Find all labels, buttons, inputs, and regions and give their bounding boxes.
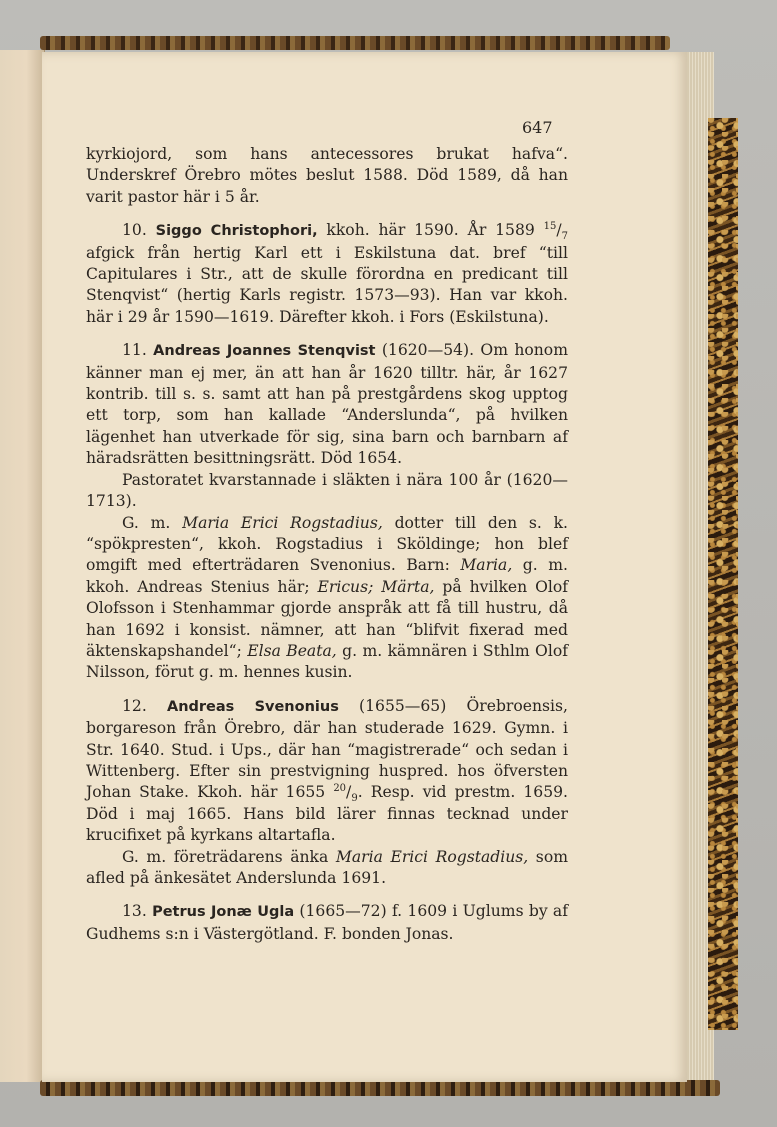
page-body (86, 144, 568, 945)
page-number: 647 (522, 118, 553, 137)
left-page-edge (0, 50, 45, 1082)
entry-11: 11. Andreas Joannes Stenqvist (1620—54). Om honom känner man ej mer, än att han år 1620 tilltr. här, år 1627 kontrib. till s. s. samt att han på prestgårdens skog upptog ett torp, som han kallade “Anderslunda“, på hvilken lägenhet han utverkade för sig, sina barn och barnbarn af häradsrätten besittningsrätt. Död 1654. (86, 341, 568, 468)
entry-12: 12. Andreas Svenonius (1655—65) Örebroensis, borgareson från Örebro, där han studerade 1629. Gymn. i Str. 1640. Stud. i Ups., där han “magistrerade“ och sedan i Wittenberg. Efter sin prestvigning huspred. hos öfversten Johan Stake. Kkoh. här 1655 $^{20}/_9$. Resp. vid prestm. 1659. Död i maj 1665. Hans bild lärer finnas tecknad under krucifixet på kyrkans altartafla. (86, 696, 569, 845)
entry-10: 10. Siggo Christophori, kkoh. här 1590. År 1589 $^{15}/_7$ afgick från hertig Karl ett i Eskilstuna dat. bref “till Capitulares i Str., att de skulle förordna en predicant till Stenqvist“ (hertig Karls registr. 1573—93). Han var kkoh. här i 29 år 1590—1619. Därefter kkoh. i Fors (Eskilstuna). (86, 221, 568, 326)
paragraph-pastorate: Pastoratet kvarstannade i släkten i nära 100 år (1620—1713). (86, 470, 568, 511)
entry-13: 13. Petrus Jonæ Ugla (1665—72) f. 1609 i Uglums by af Gudhems s:n i Västergötland. F. bonden Jonas. (86, 902, 568, 943)
book-cover-bottom-edge (40, 1080, 720, 1096)
paragraph-marriage-1: G. m. Maria Erici Rogstadius, dotter till den s. k. “spökpresten“, kkoh. Rogstadius i Sköldinge; hon blef omgift med efterträdaren Svenonius. Barn: Maria, g. m. kkoh. Andreas Stenius här; Ericus; Märta, på hvilken Olof Olofsson i Stenhammar gjorde anspråk att få till hustru, då han 1692 i konsist. nämner, att han “blifvit fixerad med äktenskapshandel“; Elsa Beata, g. m. kämnären i Sthlm Olof Nilsson, förut g. m. hennes kusin. (86, 513, 568, 682)
marbled-cover-edge (708, 118, 738, 1030)
entry-name: Siggo Christophori, (155, 223, 318, 240)
entry-name: Andreas Svenonius (166, 698, 339, 715)
book-cover-top-edge (40, 36, 670, 50)
paragraph-intro: kyrkiojord, som hans antecessores brukat hafva“. Underskref Örebro mötes beslut 1588. Död 1589, då han varit pastor här i 5 år. (86, 145, 568, 206)
paragraph-marriage-2: G. m. företrädarens änka Maria Erici Rogstadius, som afled på änkesätet Anderslunda 1691. (86, 847, 568, 887)
entry-name: Petrus Jonæ Ugla (152, 904, 295, 921)
entry-name: Andreas Joannes Stenqvist (153, 343, 376, 360)
